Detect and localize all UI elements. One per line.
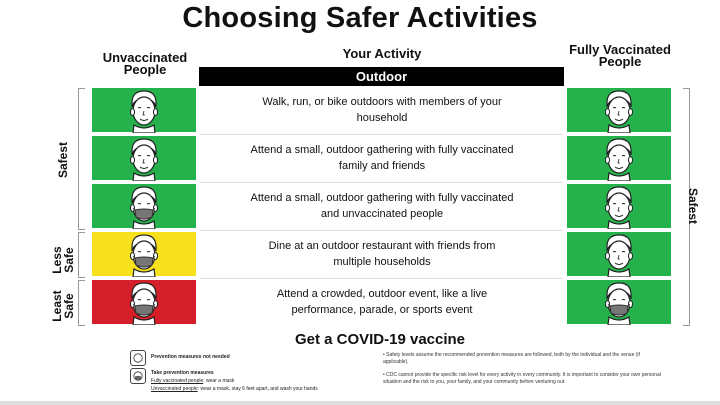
vaccinated-tile <box>567 184 671 228</box>
footer-divider <box>0 401 720 405</box>
legend-fully-vaccinated-link[interactable]: Fully vaccinated people <box>151 378 204 384</box>
vaccinated-tile <box>567 136 671 180</box>
note-safety-levels: • Safety levels assume the recommended prevention measures are followed, both by the individual and the venue (if applicable). <box>383 352 640 365</box>
masked-person-icon <box>124 185 164 229</box>
person-icon <box>124 137 164 181</box>
vaccine-cta: Get a COVID-19 vaccine <box>294 331 466 348</box>
activity-text: Attend a small, outdoor gathering with fully vaccinated and unvaccinated people <box>250 192 514 220</box>
activity-text: Dine at an outdoor restaurant with friends from multiple households <box>268 240 496 268</box>
row-divider <box>200 278 563 279</box>
outdoor-section-bar: Outdoor <box>199 67 564 86</box>
least-safe-label: Least Safe <box>50 290 76 322</box>
unvaccinated-tile <box>92 88 196 132</box>
masked-person-icon <box>599 281 639 325</box>
activity-text: Attend a small, outdoor gathering with fully vaccinated family and friends <box>250 144 514 172</box>
person-icon <box>124 89 164 133</box>
person-icon <box>599 185 639 229</box>
less-safe-label: Less Safe <box>50 246 76 274</box>
person-icon <box>599 137 639 181</box>
least-safe-bracket <box>78 280 85 326</box>
mask-icon <box>130 368 146 384</box>
vaccinated-tile <box>567 280 671 324</box>
row-divider <box>200 230 563 231</box>
row-divider <box>200 134 563 135</box>
page-title: Choosing Safer Activities <box>182 2 538 34</box>
row-divider <box>200 182 563 183</box>
person-icon <box>599 233 639 277</box>
unvaccinated-tile <box>92 184 196 228</box>
activity-text: Walk, run, or bike outdoors with members of your household <box>262 96 502 124</box>
vaccinated-tile <box>567 232 671 276</box>
less-safe-bracket <box>78 232 85 278</box>
masked-person-icon <box>124 233 164 277</box>
no-mask-icon <box>130 350 146 366</box>
person-icon <box>599 89 639 133</box>
safest-right-label: Safest <box>686 187 700 225</box>
activity-text: Attend a crowded, outdoor event, like a live performance, parade, or sports event <box>276 288 488 316</box>
note-cdc-risk: • CDC cannot provide the specific risk level for every activity in every community. It is important to consider your own personal situation and the risk to you, your family, and your community before venturing out. <box>383 372 661 385</box>
vaccinated-header: Fully Vaccinated People <box>569 42 671 69</box>
vaccinated-tile <box>567 88 671 132</box>
unvaccinated-tile <box>92 280 196 324</box>
safest-bracket <box>78 88 85 230</box>
unvaccinated-tile <box>92 136 196 180</box>
unvaccinated-header: Unvaccinated People <box>102 50 188 77</box>
masked-person-icon <box>124 281 164 325</box>
legend-fully-vaccinated: Fully vaccinated people: wear a mask <box>151 378 235 384</box>
activity-header: Your Activity <box>342 46 422 61</box>
safest-label: Safest <box>56 141 70 179</box>
legend-unvaccinated-link[interactable]: Unvaccinated people <box>151 386 198 392</box>
legend-take-measures: Take prevention measures <box>151 370 214 376</box>
unvaccinated-tile <box>92 232 196 276</box>
legend-unvaccinated: Unvaccinated people: wear a mask, stay 6 feet apart, and wash your hands <box>151 386 318 392</box>
legend-no-measures: Prevention measures not needed <box>151 354 230 360</box>
